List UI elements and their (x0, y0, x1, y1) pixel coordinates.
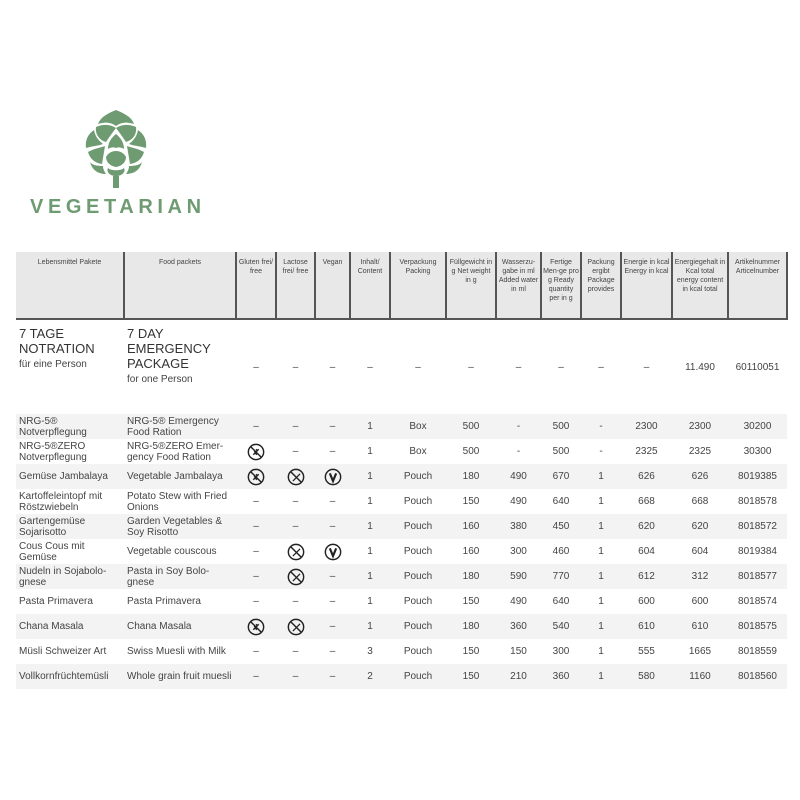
provides-cell: - (581, 414, 621, 439)
provides-cell: - (599, 446, 603, 457)
de-cell: Nudeln in Sojabolo-gnese (16, 564, 124, 589)
ready-cell: 770 (541, 564, 581, 589)
table-row (16, 664, 787, 689)
package-vegan: – (329, 361, 336, 373)
total-cell: 2300 (672, 414, 728, 439)
water-cell: 380 (496, 514, 541, 539)
header-cell: Artikelnummer Articelnumber (728, 252, 787, 319)
energy-cell: 600 (638, 596, 655, 607)
content-cell: 1 (367, 446, 373, 457)
energy-cell: 580 (621, 664, 672, 689)
en-cell: Swiss Muesli with Milk (127, 646, 226, 657)
en-cell: Vegetable couscous (127, 546, 217, 557)
package-article: 60110051 (735, 361, 780, 373)
energy-cell: 610 (621, 614, 672, 639)
energy-cell: 626 (621, 464, 672, 489)
package-total: 11.490 (685, 361, 715, 373)
package-en-cell (124, 319, 236, 414)
packing-cell: Pouch (390, 514, 446, 539)
table-row (16, 614, 787, 639)
energy-cell: 555 (638, 646, 655, 657)
lactose-cell: – (276, 414, 315, 439)
en-cell: NRG-5® Emergency Food Ration (124, 414, 236, 439)
package-en-title: 7 DAY EMERGENCY PACKAGE (127, 326, 211, 371)
gluten-cell (236, 439, 276, 464)
provides-cell: 1 (581, 564, 621, 589)
packing-cell: Pouch (390, 614, 446, 639)
article-cell: 30200 (728, 414, 787, 439)
energy-cell: 612 (621, 564, 672, 589)
article-cell: 8018560 (728, 664, 787, 689)
gluten-cell (236, 464, 276, 489)
table-row (16, 439, 787, 464)
content-cell: 2 (350, 664, 390, 689)
vegan-cell: – (329, 596, 336, 607)
gluten-free-icon (247, 468, 265, 486)
weight-cell: 180 (446, 614, 496, 639)
header-cell: Fertige Men-ge pro g Ready quantity per in g (541, 252, 581, 319)
gluten-free-icon (247, 618, 265, 636)
weight-cell: 180 (446, 464, 496, 489)
weight-cell: 500 (446, 414, 496, 439)
lactose-cell: – (292, 596, 299, 607)
packing-cell: Box (390, 414, 446, 439)
packing-cell: Pouch (390, 564, 446, 589)
en-cell: Pasta in Soy Bolo-gnese (124, 564, 236, 589)
package-provides: – (598, 361, 604, 373)
de-cell: Kartoffeleintopf mit Röstzwiebeln (19, 490, 103, 513)
ready-cell: 360 (541, 664, 581, 689)
header-cell: Gluten frei/ free (236, 252, 276, 319)
de-cell: Gemüse Jambalaya (16, 464, 124, 489)
header-cell: Füllgewicht in g Net weight in g (446, 252, 496, 319)
package-de-title: 7 TAGE NOTRATION (19, 326, 95, 356)
package-water: – (515, 361, 522, 373)
food-table (16, 252, 788, 689)
header-cell: Packung ergibt Package provides (581, 252, 621, 319)
total-cell: 312 (672, 564, 728, 589)
logo-text: VEGETARIAN (30, 196, 206, 218)
ready-cell: 640 (552, 596, 570, 607)
gluten-cell: – (253, 596, 259, 607)
de-cell: Müsli Schweizer Art (19, 646, 107, 657)
total-cell: 626 (672, 464, 728, 489)
ready-cell: 670 (541, 464, 581, 489)
lactose-free-icon (287, 468, 305, 486)
weight-cell: 500 (462, 446, 480, 457)
packing-cell: Pouch (403, 646, 433, 657)
vegan-icon (324, 468, 342, 486)
header-cell: Wasserzu-gabe in ml Added water in ml (496, 252, 541, 319)
vegan-cell (315, 539, 350, 564)
provides-cell: 1 (598, 646, 604, 657)
gluten-cell: – (236, 564, 276, 589)
article-cell: 30300 (743, 446, 772, 457)
lactose-cell: – (292, 646, 299, 657)
packing-cell: Pouch (403, 546, 433, 557)
vegan-cell (315, 464, 350, 489)
vegan-cell: – (315, 614, 350, 639)
ready-cell: 640 (552, 496, 570, 507)
provides-cell: 1 (598, 496, 604, 507)
de-cell: Chana Masala (16, 614, 124, 639)
de-cell: NRG-5® Notverpflegung (16, 414, 124, 439)
artichoke-icon (82, 108, 150, 190)
package-de-cell (16, 319, 124, 414)
packing-cell: Pouch (390, 664, 446, 689)
en-cell: Pasta Primavera (127, 596, 201, 607)
de-cell: Cous Cous mit Gemüse (19, 540, 85, 563)
water-cell: 210 (496, 664, 541, 689)
energy-cell: 2325 (635, 446, 658, 457)
en-cell: Potato Stew with Fried Onions (127, 490, 228, 513)
article-cell: 8018559 (738, 646, 777, 657)
water-cell: 150 (510, 646, 527, 657)
lactose-cell: – (292, 496, 299, 507)
article-cell: 8018578 (738, 496, 777, 507)
package-lactose: – (292, 361, 299, 373)
package-row (16, 319, 787, 414)
weight-cell: 150 (462, 596, 480, 607)
vegan-cell: – (315, 664, 350, 689)
weight-cell: 180 (446, 564, 496, 589)
vegan-cell: – (329, 446, 336, 457)
article-cell: 8018574 (738, 596, 777, 607)
total-cell: 1665 (688, 646, 712, 657)
article-cell: 8018575 (728, 614, 787, 639)
provides-cell: 1 (581, 664, 621, 689)
gluten-cell: – (253, 546, 259, 557)
weight-cell: 160 (462, 546, 480, 557)
table-row (16, 639, 787, 664)
vegan-cell: – (315, 414, 350, 439)
total-cell: 600 (691, 596, 709, 607)
gluten-cell: – (236, 664, 276, 689)
ready-cell: 460 (552, 546, 570, 557)
lactose-free-icon (287, 568, 305, 586)
package-de-sub: für eine Person (19, 359, 87, 370)
total-cell: 2325 (688, 446, 712, 457)
header-cell: Vegan (315, 252, 350, 319)
packing-cell: Pouch (390, 464, 446, 489)
table-row (16, 464, 787, 489)
weight-cell: 150 (446, 664, 496, 689)
package-packing: – (415, 361, 421, 373)
energy-cell: 620 (621, 514, 672, 539)
vegan-cell: – (315, 514, 350, 539)
en-cell: Garden Vegetables & Soy Risotto (124, 514, 236, 539)
article-cell: 8019385 (728, 464, 787, 489)
content-cell: 1 (367, 546, 373, 557)
provides-cell: 1 (581, 614, 621, 639)
gluten-cell: – (236, 514, 276, 539)
packing-cell: Pouch (403, 496, 433, 507)
water-cell: - (516, 446, 521, 457)
gluten-free-icon (247, 443, 265, 461)
de-cell: Pasta Primavera (19, 596, 93, 607)
lactose-cell (276, 464, 315, 489)
ready-cell: 300 (552, 646, 570, 657)
weight-cell: 150 (462, 496, 480, 507)
provides-cell: 1 (581, 514, 621, 539)
article-cell: 8018572 (728, 514, 787, 539)
total-cell: 668 (691, 496, 709, 507)
package-energy: – (643, 361, 650, 373)
provides-cell: 1 (581, 464, 621, 489)
vegan-cell: – (315, 564, 350, 589)
water-cell: 490 (496, 464, 541, 489)
content-cell: 3 (367, 646, 373, 657)
gluten-cell: – (253, 646, 259, 657)
total-cell: 620 (672, 514, 728, 539)
lactose-cell: – (276, 514, 315, 539)
energy-cell: 668 (638, 496, 655, 507)
energy-cell: 2300 (621, 414, 672, 439)
ready-cell: 500 (552, 446, 570, 457)
table-row (16, 589, 787, 614)
weight-cell: 160 (446, 514, 496, 539)
en-cell: Vegetable Jambalaya (124, 464, 236, 489)
table-row (16, 539, 787, 564)
water-cell: 490 (510, 596, 527, 607)
provides-cell: 1 (598, 596, 604, 607)
de-cell: Vollkornfrüchtemüsli (16, 664, 124, 689)
water-cell: 490 (510, 496, 527, 507)
lactose-cell: – (292, 446, 299, 457)
table-row (16, 489, 787, 514)
content-cell: 1 (367, 596, 373, 607)
table-row (16, 414, 787, 439)
lactose-free-icon (287, 618, 305, 636)
article-cell: 8019384 (738, 546, 777, 557)
header-cell: Verpackung Packing (390, 252, 446, 319)
gluten-cell: – (253, 496, 259, 507)
content-cell: 1 (367, 496, 373, 507)
header-cell: Lebensmittel Pakete (16, 252, 124, 319)
total-cell: 1160 (672, 664, 728, 689)
package-ready: – (558, 361, 564, 373)
ready-cell: 450 (541, 514, 581, 539)
content-cell: 1 (350, 414, 390, 439)
table-header-row (16, 252, 787, 319)
package-gluten: – (253, 361, 259, 373)
lactose-cell (276, 614, 315, 639)
water-cell: 360 (496, 614, 541, 639)
lactose-cell (276, 539, 315, 564)
content-cell: 1 (350, 564, 390, 589)
table-row (16, 564, 787, 589)
header-cell: Energie in kcal Energy in kcal (621, 252, 672, 319)
content-cell: 1 (350, 464, 390, 489)
en-cell: Whole grain fruit muesli (124, 664, 236, 689)
table-row (16, 514, 787, 539)
content-cell: 1 (350, 614, 390, 639)
gluten-cell: – (236, 414, 276, 439)
weight-cell: 150 (462, 646, 480, 657)
gluten-cell (236, 614, 276, 639)
lactose-cell (276, 564, 315, 589)
article-cell: 8018577 (728, 564, 787, 589)
ready-cell: 540 (541, 614, 581, 639)
package-content: – (367, 361, 373, 373)
header-cell: Inhalt/ Content (350, 252, 390, 319)
provides-cell: 1 (598, 546, 604, 557)
header-cell: Lactose frei/ free (276, 252, 315, 319)
water-cell: - (496, 414, 541, 439)
vegan-cell: – (329, 496, 336, 507)
header-cell: Food packets (124, 252, 236, 319)
vegan-cell: – (329, 646, 336, 657)
en-cell: Chana Masala (124, 614, 236, 639)
lactose-free-icon (287, 543, 305, 561)
de-cell: NRG-5®ZERO Notverpflegung (19, 440, 87, 463)
energy-cell: 604 (638, 546, 655, 557)
content-cell: 1 (350, 514, 390, 539)
header-cell: Energiegehalt in Kcal total energy content in kcal total (672, 252, 728, 319)
packing-cell: Pouch (403, 596, 433, 607)
lactose-cell: – (276, 664, 315, 689)
package-en-sub: for one Person (127, 374, 193, 385)
de-cell: Gartengemüse Sojarisotto (16, 514, 124, 539)
ready-cell: 500 (541, 414, 581, 439)
en-cell: NRG-5®ZERO Emer-gency Food Ration (127, 440, 224, 463)
package-weight: – (468, 361, 474, 373)
vegan-icon (324, 543, 342, 561)
packing-cell: Box (409, 446, 427, 457)
water-cell: 590 (496, 564, 541, 589)
water-cell: 300 (510, 546, 527, 557)
total-cell: 610 (672, 614, 728, 639)
total-cell: 604 (691, 546, 709, 557)
